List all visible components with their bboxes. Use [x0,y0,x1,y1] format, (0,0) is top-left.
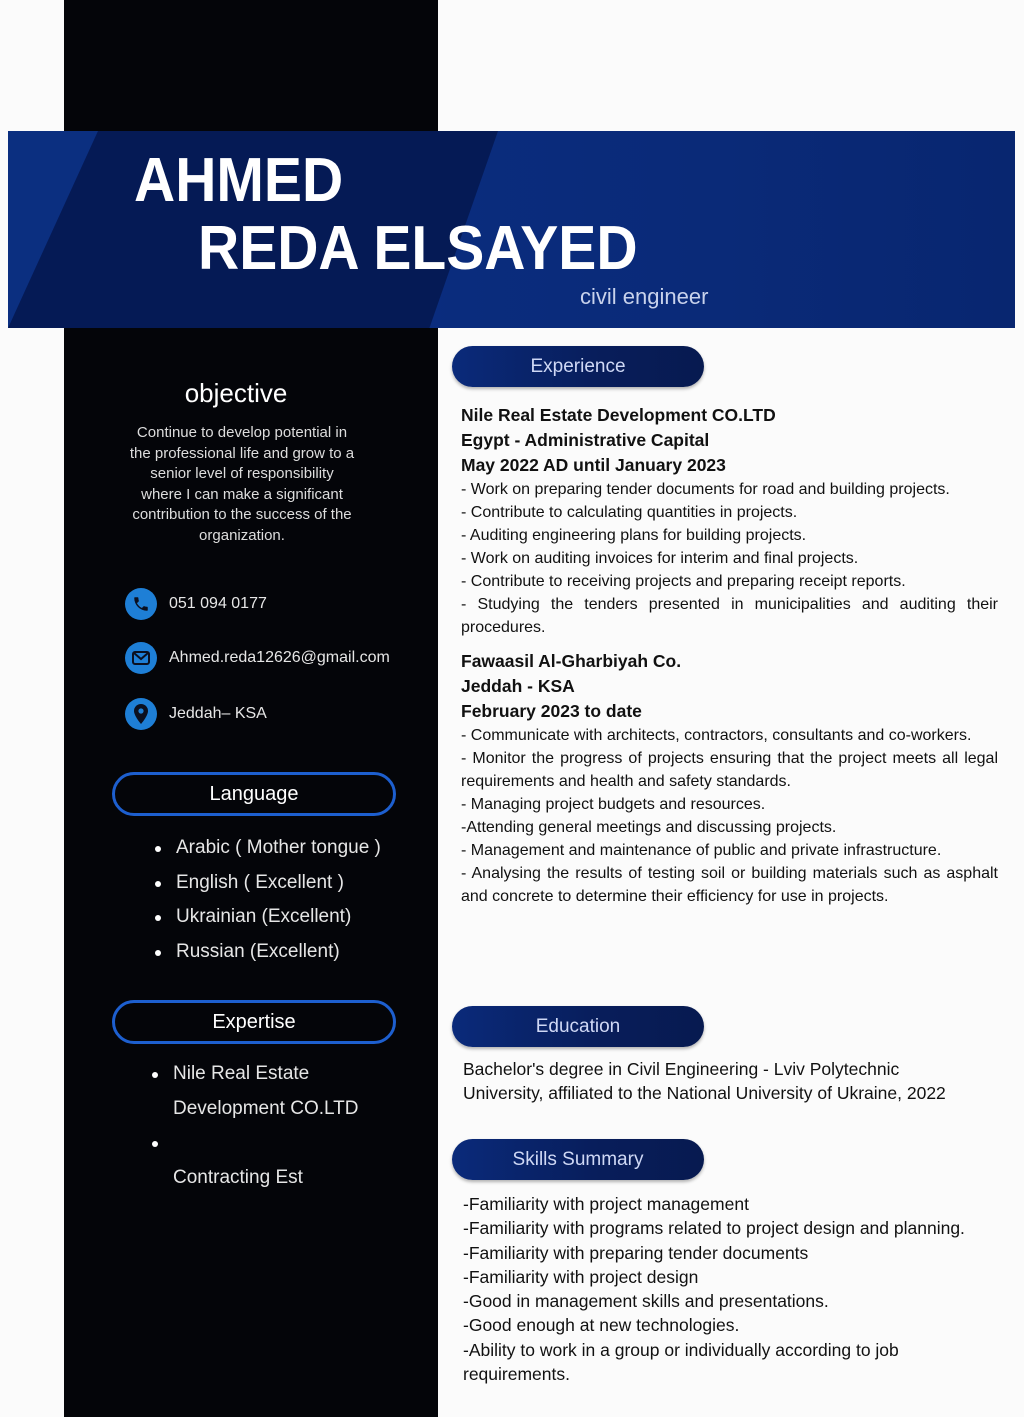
skill-item: -Familiarity with preparing tender documents [463,1242,809,1263]
language-item: Ukrainian (Excellent) [155,906,381,941]
experience-section [461,403,998,908]
skills-list [463,1192,993,1386]
location-pin-icon [125,698,157,730]
email-icon [125,642,157,674]
skill-item: -Familiarity with project management [463,1194,749,1214]
contact-email [125,642,390,674]
expertise-item-obscured [152,1132,359,1167]
job-location: Egypt - Administrative Capital [461,430,710,450]
phone-text: 051 094 0177 [169,595,267,612]
job-duty: - Work on auditing invoices for interim and final projects. [461,550,859,567]
job-duty: - Contribute to receiving projects and preparing receipt reports. [461,573,906,590]
skill-item: -Good in management skills and presentations. [463,1291,829,1312]
location-text: Jeddah– KSA [169,705,267,722]
expertise-item: Nile Real Estate [152,1063,359,1098]
expertise-item-line: Development CO.LTD [173,1097,359,1119]
job-duty: - Analysing the results of testing soil or building materials such as asphalt and concrete to determine their efficiency for use in projects. [461,865,998,905]
job-company: Nile Real Estate Development CO.LTD [461,405,776,425]
expertise-item-cont [152,1098,359,1133]
skill-item: -Familiarity with programs related to project design and planning. [463,1218,965,1239]
job-company: Fawaasil Al-Gharbiyah Co. [461,651,682,671]
job-duty: - Studying the tenders presented in municipalities and auditing their procedures. [461,596,998,636]
language-item: Arabic ( Mother tongue ) [155,837,381,872]
skill-item: -Good enough at new technologies. [463,1315,740,1336]
contact-location [125,698,267,730]
language-item: Russian (Excellent) [155,941,381,976]
language-heading: Language [112,772,396,816]
job-title: civil engineer [580,284,709,309]
first-name: AHMED [134,146,344,215]
objective-heading: objective [184,378,288,408]
expertise-item-cont [152,1167,359,1202]
expertise-heading: Expertise [112,1000,396,1044]
email-text[interactable]: Ahmed.reda12626@gmail.com [169,649,390,666]
experience-heading: Experience [452,346,704,387]
last-name: REDA ELSAYED [198,214,638,283]
job-duty: - Auditing engineering plans for building projects. [461,527,807,544]
job-dates: May 2022 AD until January 2023 [461,455,726,475]
job-duty: - Communicate with architects, contractors, consultants and co-workers. [461,727,972,744]
job-duty: - Contribute to calculating quantities in projects. [461,504,798,521]
expertise-item-line: Contracting Est [173,1166,303,1188]
job-duty: - Management and maintenance of public and private infrastructure. [461,842,942,859]
job-duty: - Managing project budgets and resources. [461,796,766,813]
education-heading: Education [452,1006,704,1047]
phone-icon [125,588,157,620]
job-duty: -Attending general meetings and discussing projects. [461,819,837,836]
contact-phone [125,588,267,620]
skills-heading: Skills Summary [452,1139,704,1180]
objective-text: Continue to develop potential in the professional life and grow to a senior level of responsibility where I can make a significant contribution to the success of the organization. [129,424,355,544]
job-dates: February 2023 to date [461,701,642,721]
header-banner [8,131,1015,328]
education-text: Bachelor's degree in Civil Engineering - Lviv Polytechnic University, affiliated to the National University of Ukraine, 2022 [463,1059,946,1103]
language-item: English ( Excellent ) [155,872,381,907]
job-location: Jeddah - KSA [461,676,575,696]
skill-item: -Ability to work in a group or individually according to job requirements. [463,1339,899,1385]
job-duty: - Work on preparing tender documents for road and building projects. [461,481,950,498]
expertise-list [152,1063,359,1201]
language-list [155,837,381,975]
job-duty: - Monitor the progress of projects ensuring that the project meets all legal requirements and health and safety standards. [461,750,998,790]
skill-item: -Familiarity with project design [463,1266,699,1287]
